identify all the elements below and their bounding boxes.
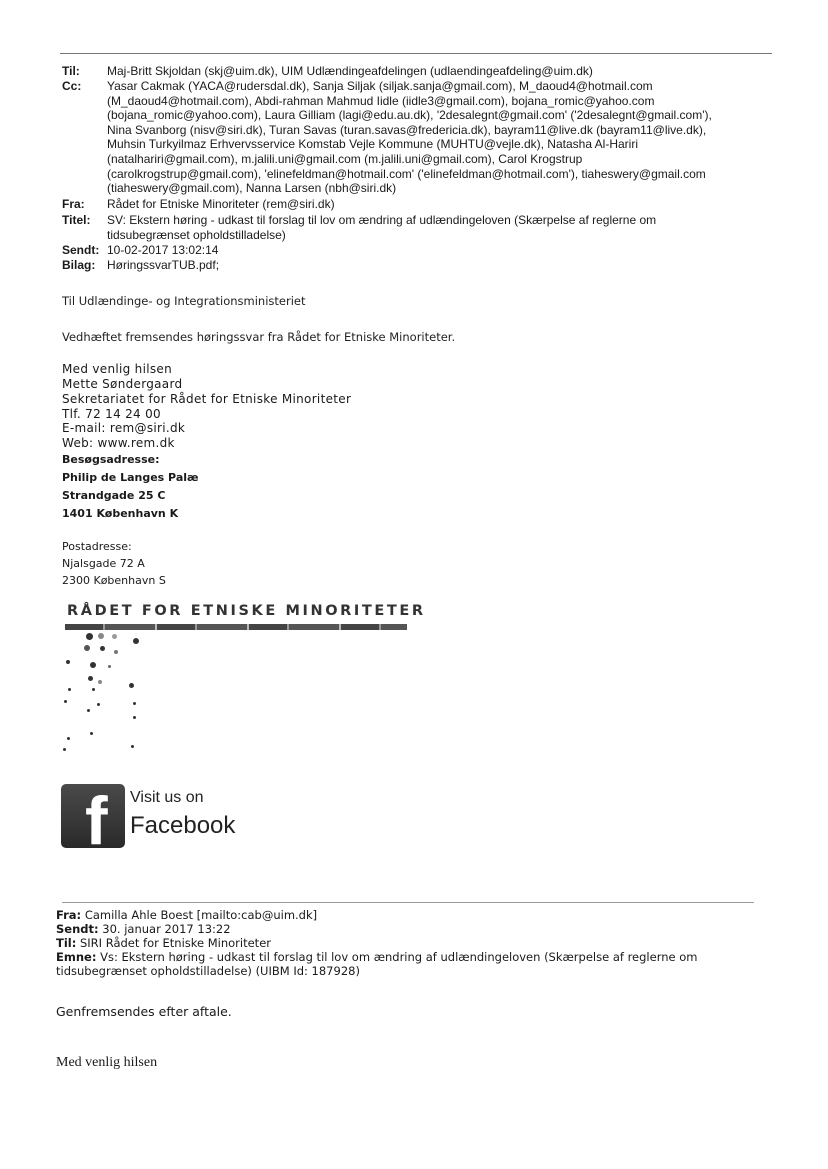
signature-phone: Tlf. 72 14 24 00 <box>62 407 161 421</box>
visit-address-line1: Philip de Langes Palæ <box>62 471 199 484</box>
forwarded-from-row <box>56 908 317 922</box>
post-address-line1: Njalsgade 72 A <box>62 557 145 570</box>
from-value: Rådet for Etniske Minoriteter (rem@siri.dk) <box>107 197 335 211</box>
attachment-value[interactable]: HøringssvarTUB.pdf; <box>107 258 220 272</box>
forwarded-subject-row <box>56 950 746 978</box>
forwarded-subject-label: Emne: <box>56 950 97 964</box>
visit-address-line3: 1401 København K <box>62 507 179 520</box>
forwarded-sent-row <box>56 922 231 936</box>
post-address-label: Postadresse: <box>62 540 132 553</box>
signature-name: Mette Søndergaard <box>62 377 183 391</box>
forwarded-to-value: SIRI Rådet for Etniske Minoriteter <box>79 936 271 950</box>
forwarded-from-value: Camilla Ahle Boest [mailto:cab@uim.dk] <box>84 908 318 922</box>
forwarded-from-label: Fra: <box>56 908 82 922</box>
title-label: Titel: <box>62 213 91 227</box>
sent-value: 10-02-2017 13:02:14 <box>107 243 219 257</box>
forwarded-sent-value: 30. januar 2017 13:22 <box>102 922 231 936</box>
cc-value: Yasar Cakmak (YACA@rudersdal.dk), Sanja Siljak (siljak.sanja@gmail.com), M_daoud4@hotmail.com (M_daoud4@hotmail.com), Abdi-rahman Mahmud Iidle (iidle3@gmail.com), bojana_romic@yahoo.com (bojana_romic@yahoo.com), Laura Gilliam (lagi@edu.au.dk), '2desalegnt@gmail.com' ('2desalegnt@gmail.com'), Nina Svanborg (nisv@siri.dk), Turan Savas (turan.savas@fredericia.dk), bayram11@live.dk (bayram11@live.dk), Muhsin Turkyilmaz Erhvervsservice Komstab Vejle Kommune (MUHTU@vejle.dk), Natasha Al-Hariri (natalhariri@gmail.com), m.jalili.uni@gmail.com (m.jalili.uni@gmail.com), Carol Krogstrup (carolkrogstrup@gmail.com), 'elinefeldman@hotmail.com' ('elinefeldman@hotmail.com'), tiaheswery@gmail.com (tiaheswery@gmail.com), Nanna Larsen (nbh@siri.dk) <box>107 79 712 196</box>
logo-title: RÅDET FOR ETNISKE MINORITETER <box>67 603 426 619</box>
signature-closing: Med venlig hilsen <box>62 362 172 376</box>
to-label: Til: <box>62 64 80 78</box>
facebook-icon[interactable]: f <box>61 784 125 848</box>
header-top-rule <box>60 53 772 54</box>
post-address-line2: 2300 København S <box>62 574 166 587</box>
message: Vedhæftet fremsendes høringssvar fra Rådet for Etniske Minoriteter. <box>62 330 456 344</box>
signature-org: Sekretariatet for Rådet for Etniske Minoriteter <box>62 392 352 406</box>
attachment-label: Bilag: <box>62 258 96 272</box>
signature-email[interactable]: E-mail: rem@siri.dk <box>62 421 186 435</box>
to-value: Maj-Britt Skjoldan (skj@uim.dk), UIM Udlændingeafdelingen (udlaendingeafdeling@uim.dk) <box>107 64 593 78</box>
greeting: Til Udlændinge- og Integrationsministeriet <box>62 294 306 308</box>
forwarded-rule <box>62 902 754 903</box>
visit-address-label: Besøgsadresse: <box>62 453 160 466</box>
forwarded-sent-label: Sendt: <box>56 922 99 936</box>
forwarded-closing: Med venlig hilsen <box>56 1055 158 1070</box>
facebook-visit-text[interactable]: Visit us on <box>130 789 204 806</box>
forwarded-to-row <box>56 936 271 950</box>
title-value: SV: Ekstern høring - udkast til forslag til lov om ændring af udlændingeloven (Skærpelse af reglerne om tidsubegrænset opholdstilladelse) <box>107 213 657 242</box>
signature-web[interactable]: Web: www.rem.dk <box>62 436 175 450</box>
forwarded-subject-value: Vs: Ekstern høring - udkast til forslag til lov om ændring af udlændingeloven (Skærpelse af reglerne om tidsubegrænset opholdstilladelse) (UIBM Id: 187928) <box>56 950 698 978</box>
cc-label: Cc: <box>62 79 82 93</box>
from-label: Fra: <box>62 197 85 211</box>
logo-bar <box>65 624 407 630</box>
sent-label: Sendt: <box>62 243 100 257</box>
visit-address-line2: Strandgade 25 C <box>62 489 166 502</box>
forwarded-to-label: Til: <box>56 936 77 950</box>
forwarded-message: Genfremsendes efter aftale. <box>56 1004 232 1019</box>
facebook-name[interactable]: Facebook <box>130 812 236 839</box>
